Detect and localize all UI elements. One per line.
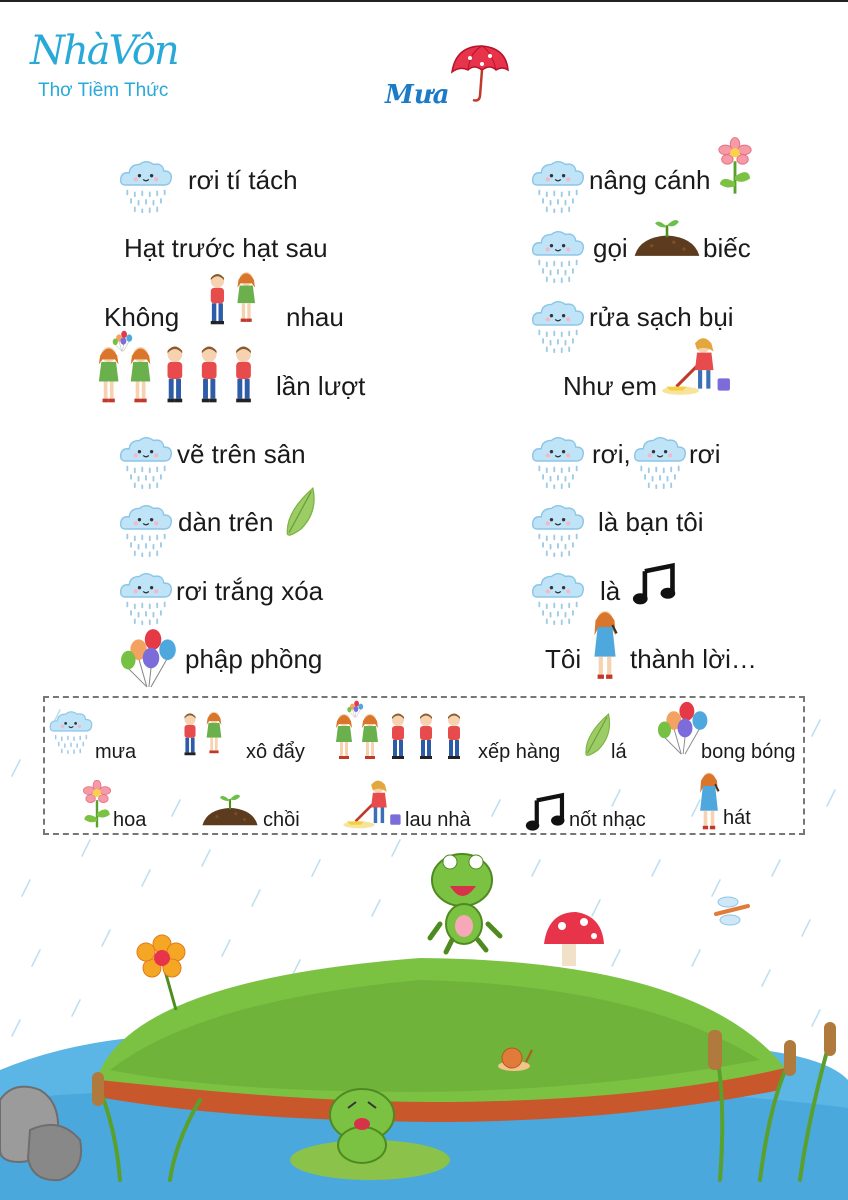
cloud-icon [530, 564, 586, 630]
sprout-icon [201, 790, 259, 830]
cloud-icon [530, 428, 586, 494]
legend-label: hoa [113, 809, 147, 831]
girl-singing-icon [695, 770, 723, 832]
cloud-icon [530, 496, 586, 562]
poem-line: Tôi [545, 644, 582, 674]
balloons-icon [120, 626, 182, 690]
cloud-icon [48, 704, 94, 758]
page-title: Mưa [385, 80, 450, 110]
poem-line: Như em [563, 371, 657, 401]
legend-label: lau nhà [405, 809, 471, 831]
cloud-icon [530, 292, 586, 358]
legend-label: bong bóng [701, 741, 796, 763]
cloud-icon [118, 428, 174, 494]
flower-icon [137, 935, 185, 1010]
legend-label: xô đẩy [246, 741, 305, 763]
legend-label: nốt nhạc [569, 809, 646, 831]
flower-icon [81, 780, 113, 830]
poem-line: dàn trên [178, 507, 274, 537]
poem-line: rơi [689, 439, 721, 469]
kids-line-icon [328, 700, 478, 762]
poem-line: nhau [286, 302, 344, 332]
frog-icon [430, 854, 500, 952]
music-note-icon [632, 562, 678, 608]
poem-line: biếc [703, 233, 751, 263]
cloud-icon [632, 428, 688, 494]
brand-name: NhàVôn [30, 28, 178, 74]
girl-mopping-icon [660, 334, 732, 398]
poem-line: rơi trắng xóa [176, 576, 324, 606]
poem-line: lần lượt [276, 371, 366, 401]
cloud-icon [118, 152, 174, 218]
leaf-icon [583, 712, 613, 758]
kids-line-icon [95, 330, 267, 406]
cloud-icon [118, 496, 174, 562]
brand-tagline: Thơ Tiềm Thức [38, 80, 169, 101]
legend-label: hát [723, 807, 751, 829]
pond-scene-illustration [0, 840, 848, 1200]
kids-pushing-icon [183, 270, 283, 330]
brand-logo [30, 28, 200, 108]
mushroom-icon [544, 912, 604, 966]
poem-line: rơi tí tách [188, 165, 298, 195]
umbrella-icon [448, 42, 510, 102]
cloud-icon [530, 222, 586, 288]
girl-mopping-icon [341, 778, 403, 830]
girl-singing-icon [588, 608, 622, 682]
flower-icon [716, 136, 754, 198]
cloud-icon [530, 152, 586, 218]
legend-label: xếp hàng [478, 741, 561, 763]
kids-pushing-icon [162, 710, 244, 760]
dragonfly-icon [716, 897, 748, 925]
poem-line: là bạn tôi [598, 507, 704, 537]
cloud-icon [118, 564, 174, 630]
sprout-icon [633, 212, 701, 264]
poem-line: Không [104, 302, 180, 332]
poem-line: là [600, 576, 621, 606]
music-note-icon [525, 792, 567, 834]
leaf-icon [284, 486, 318, 538]
poem-line: gọi [593, 233, 628, 263]
poem-line: rửa sạch bụi [589, 302, 734, 332]
poem-line: vẽ trên sân [177, 439, 306, 469]
poem-line: thành lời… [630, 644, 757, 674]
vocabulary-legend [43, 696, 805, 835]
poem-line: Hạt trước hạt sau [124, 233, 328, 263]
poem-line: phập phồng [185, 644, 323, 674]
legend-label: lá [611, 741, 627, 763]
legend-label: chồi [263, 809, 300, 831]
poem-line: rơi, [592, 439, 631, 469]
legend-label: mưa [95, 741, 137, 763]
poem-line: nâng cánh [589, 165, 711, 195]
frog-icon [330, 1089, 394, 1163]
